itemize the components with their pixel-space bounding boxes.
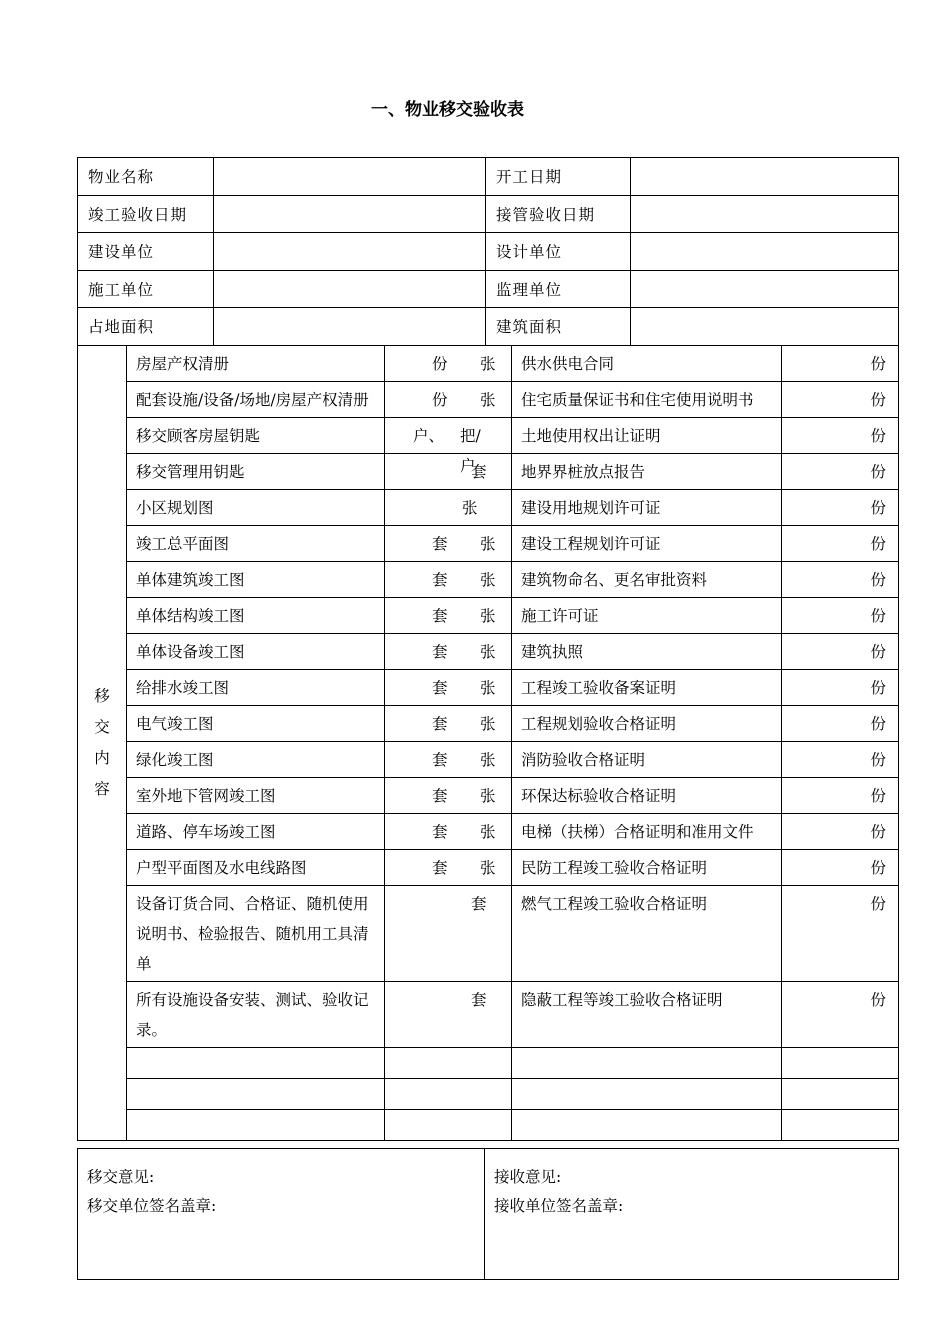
info-row [78, 270, 899, 308]
document-count[interactable]: 份 [782, 490, 899, 526]
field-value[interactable] [631, 195, 899, 233]
field-value[interactable] [631, 158, 899, 196]
document-name: 工程规划验收合格证明 [512, 706, 782, 742]
unit-label-1: 户、 [413, 427, 445, 445]
unit-label-2: 套 [471, 895, 487, 913]
item-quantity[interactable] [385, 490, 512, 526]
document-name: 施工许可证 [512, 598, 782, 634]
item-quantity[interactable] [385, 814, 512, 850]
field-label: 建筑面积 [486, 308, 631, 346]
document-count[interactable]: 份 [782, 526, 899, 562]
item-quantity[interactable] [385, 886, 512, 982]
table-row [78, 778, 899, 814]
table-row [78, 490, 899, 526]
item-name: 单体设备竣工图 [127, 634, 385, 670]
table-row [78, 1079, 899, 1110]
unit-label-1: 份 [432, 355, 448, 373]
unit-label-2: 张 [480, 751, 496, 769]
blank-cell[interactable] [385, 1110, 512, 1141]
item-name: 所有设施设备安装、测试、验收记录。 [127, 982, 385, 1048]
document-name: 环保达标验收合格证明 [512, 778, 782, 814]
item-quantity[interactable] [385, 850, 512, 886]
info-table [77, 157, 899, 346]
field-value[interactable] [631, 308, 899, 346]
signature-table [77, 1148, 899, 1280]
item-name: 设备订货合同、合格证、随机使用说明书、检验报告、随机用工具清单 [127, 886, 385, 982]
item-quantity[interactable] [385, 382, 512, 418]
table-row [78, 886, 899, 982]
table-row [78, 634, 899, 670]
unit-label-2: 把/户 [460, 427, 481, 475]
info-row [78, 158, 899, 196]
document-name: 燃气工程竣工验收合格证明 [512, 886, 782, 982]
item-name: 竣工总平面图 [127, 526, 385, 562]
unit-label-2: 张 [462, 499, 478, 517]
item-quantity[interactable] [385, 598, 512, 634]
item-quantity[interactable] [385, 454, 512, 490]
blank-cell[interactable] [512, 1110, 782, 1141]
unit-label-1: 套 [432, 571, 448, 589]
item-quantity[interactable] [385, 778, 512, 814]
blank-cell[interactable] [385, 1079, 512, 1110]
blank-cell[interactable] [782, 1079, 899, 1110]
side-label-char: 内 [94, 749, 110, 767]
document-name: 建筑执照 [512, 634, 782, 670]
unit-label-1: 套 [432, 787, 448, 805]
table-row [78, 670, 899, 706]
unit-label-2: 张 [480, 787, 496, 805]
item-name: 单体建筑竣工图 [127, 562, 385, 598]
blank-cell[interactable] [782, 1110, 899, 1141]
item-name: 户型平面图及水电线路图 [127, 850, 385, 886]
item-name: 单体结构竣工图 [127, 598, 385, 634]
unit-label-2: 张 [480, 355, 496, 373]
unit-label-2: 张 [480, 679, 496, 697]
field-value[interactable] [214, 195, 486, 233]
blank-cell[interactable] [512, 1079, 782, 1110]
item-quantity[interactable] [385, 346, 512, 382]
field-label: 物业名称 [78, 158, 214, 196]
receive-section[interactable] [485, 1149, 899, 1280]
item-name: 移交管理用钥匙 [127, 454, 385, 490]
unit-label-2: 张 [480, 571, 496, 589]
unit-label-1: 套 [432, 679, 448, 697]
field-value[interactable] [631, 270, 899, 308]
field-value[interactable] [214, 270, 486, 308]
document-count[interactable]: 份 [782, 982, 899, 1048]
item-name: 电气竣工图 [127, 706, 385, 742]
document-name: 隐蔽工程等竣工验收合格证明 [512, 982, 782, 1048]
document-count[interactable]: 份 [782, 598, 899, 634]
item-name: 给排水竣工图 [127, 670, 385, 706]
unit-label-2: 张 [480, 535, 496, 553]
unit-label-1: 套 [432, 715, 448, 733]
table-row [78, 1048, 899, 1079]
document-count[interactable]: 份 [782, 382, 899, 418]
document-count[interactable]: 份 [782, 706, 899, 742]
document-count[interactable]: 份 [782, 454, 899, 490]
unit-label-1: 套 [432, 751, 448, 769]
table-row [78, 346, 899, 382]
document-name: 消防验收合格证明 [512, 742, 782, 778]
document-count[interactable]: 份 [782, 670, 899, 706]
field-value[interactable] [631, 233, 899, 271]
info-row [78, 308, 899, 346]
unit-label-2: 张 [480, 607, 496, 625]
table-row [78, 982, 899, 1048]
table-row [78, 454, 899, 490]
item-quantity[interactable] [385, 706, 512, 742]
item-quantity[interactable] [385, 634, 512, 670]
unit-label-2: 套 [471, 463, 487, 481]
blank-cell[interactable] [127, 1079, 385, 1110]
field-value[interactable] [214, 308, 486, 346]
document-count[interactable]: 份 [782, 346, 899, 382]
document-count[interactable]: 份 [782, 778, 899, 814]
unit-label-1: 套 [432, 859, 448, 877]
unit-label-1: 套 [432, 643, 448, 661]
table-row [78, 742, 899, 778]
field-label: 施工单位 [78, 270, 214, 308]
item-name: 房屋产权清册 [127, 346, 385, 382]
unit-label-1: 套 [432, 607, 448, 625]
item-quantity[interactable] [385, 670, 512, 706]
document-name: 工程竣工验收备案证明 [512, 670, 782, 706]
table-row [78, 706, 899, 742]
blank-cell[interactable] [782, 1048, 899, 1079]
document-name: 电梯（扶梯）合格证明和准用文件 [512, 814, 782, 850]
table-row [78, 418, 899, 454]
field-label: 监理单位 [486, 270, 631, 308]
document-count[interactable]: 份 [782, 634, 899, 670]
item-name: 道路、停车场竣工图 [127, 814, 385, 850]
item-quantity[interactable] [385, 562, 512, 598]
unit-label-2: 套 [471, 991, 487, 1009]
field-value[interactable] [214, 233, 486, 271]
document-name: 土地使用权出让证明 [512, 418, 782, 454]
document-count[interactable]: 份 [782, 418, 899, 454]
item-quantity[interactable] [385, 418, 512, 475]
unit-label-2: 张 [480, 859, 496, 877]
blank-cell[interactable] [512, 1048, 782, 1079]
side-label-char: 移 [94, 687, 110, 705]
document-name: 建设工程规划许可证 [512, 526, 782, 562]
table-row [78, 814, 899, 850]
document-count[interactable]: 份 [782, 562, 899, 598]
document-count[interactable]: 份 [782, 886, 899, 982]
blank-cell[interactable] [385, 1048, 512, 1079]
side-label [78, 346, 127, 1141]
field-value[interactable] [214, 158, 486, 196]
blank-cell[interactable] [127, 1048, 385, 1079]
table-row [78, 850, 899, 886]
document-name: 住宅质量保证书和住宅使用说明书 [512, 382, 782, 418]
field-label: 建设单位 [78, 233, 214, 271]
field-label: 占地面积 [78, 308, 214, 346]
side-label-char: 交 [94, 718, 110, 736]
table-row [78, 598, 899, 634]
document-name: 供水供电合同 [512, 346, 782, 382]
document-name: 建筑物命名、更名审批资料 [512, 562, 782, 598]
item-name: 移交顾客房屋钥匙 [127, 418, 385, 454]
table-row [78, 382, 899, 418]
unit-label-2: 张 [480, 391, 496, 409]
blank-cell[interactable] [127, 1110, 385, 1141]
unit-label-1: 套 [432, 535, 448, 553]
document-count[interactable]: 份 [782, 742, 899, 778]
document-name: 建设用地规划许可证 [512, 490, 782, 526]
handover-section[interactable] [78, 1149, 485, 1280]
page-title: 一、物业移交验收表 [371, 100, 524, 120]
receive-sign-label: 接收单位签名盖章: [494, 1197, 624, 1215]
table-row [78, 526, 899, 562]
field-label: 设计单位 [486, 233, 631, 271]
document-name: 地界界桩放点报告 [512, 454, 782, 490]
receive-opinion-label: 接收意见: [494, 1168, 562, 1186]
item-quantity[interactable] [385, 982, 512, 1048]
field-label: 接管验收日期 [486, 195, 631, 233]
item-name: 小区规划图 [127, 490, 385, 526]
unit-label-1: 套 [432, 823, 448, 841]
items-table [77, 345, 899, 1141]
item-quantity[interactable] [385, 742, 512, 778]
handover-sign-label: 移交单位签名盖章: [87, 1197, 217, 1215]
info-row [78, 233, 899, 271]
handover-opinion-label: 移交意见: [87, 1168, 155, 1186]
unit-label-2: 张 [480, 715, 496, 733]
info-row [78, 195, 899, 233]
field-label: 竣工验收日期 [78, 195, 214, 233]
document-count[interactable]: 份 [782, 850, 899, 886]
item-name: 配套设施/设备/场地/房屋产权清册 [127, 382, 385, 418]
side-label-char: 容 [94, 780, 110, 798]
unit-label-2: 张 [480, 643, 496, 661]
unit-label-1: 份 [432, 391, 448, 409]
table-row [78, 1110, 899, 1141]
item-name: 绿化竣工图 [127, 742, 385, 778]
item-name: 室外地下管网竣工图 [127, 778, 385, 814]
field-label: 开工日期 [486, 158, 631, 196]
unit-label-2: 张 [480, 823, 496, 841]
document-count[interactable]: 份 [782, 814, 899, 850]
item-quantity[interactable] [385, 526, 512, 562]
table-row [78, 562, 899, 598]
document-name: 民防工程竣工验收合格证明 [512, 850, 782, 886]
